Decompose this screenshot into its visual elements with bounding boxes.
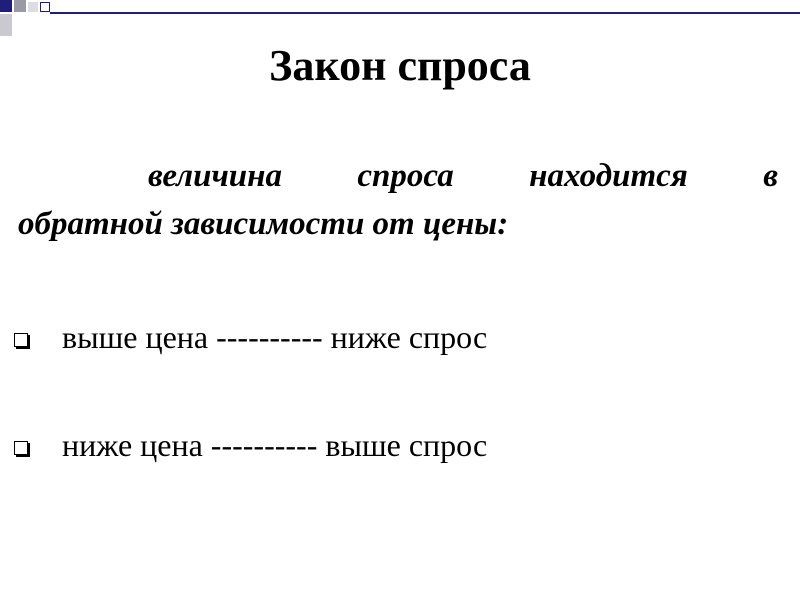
intro-word: спроса [357,158,454,194]
deco-square-icon [0,0,12,12]
list-item [14,420,784,470]
deco-square-icon [28,2,38,12]
deco-square-icon [0,14,12,36]
intro-word: величина [148,158,282,194]
square-bullet-icon [14,441,28,455]
deco-square-icon [40,2,50,12]
list-item [14,312,784,362]
intro-text [18,152,778,248]
bullet-list [14,312,784,528]
slide-title: Закон спроса [269,41,531,90]
square-bullet-icon [14,333,28,347]
intro-word: находится [529,158,688,194]
bullet-text: ниже цена ---------- выше спрос [62,427,488,463]
intro-line-1 [18,152,778,200]
intro-line-2: обратной зависимости от цены: [18,206,509,242]
deco-square-icon [14,0,26,12]
bullet-text: выше цена ---------- ниже спрос [62,319,488,355]
header-rule [50,12,800,14]
intro-word: в [763,158,778,194]
